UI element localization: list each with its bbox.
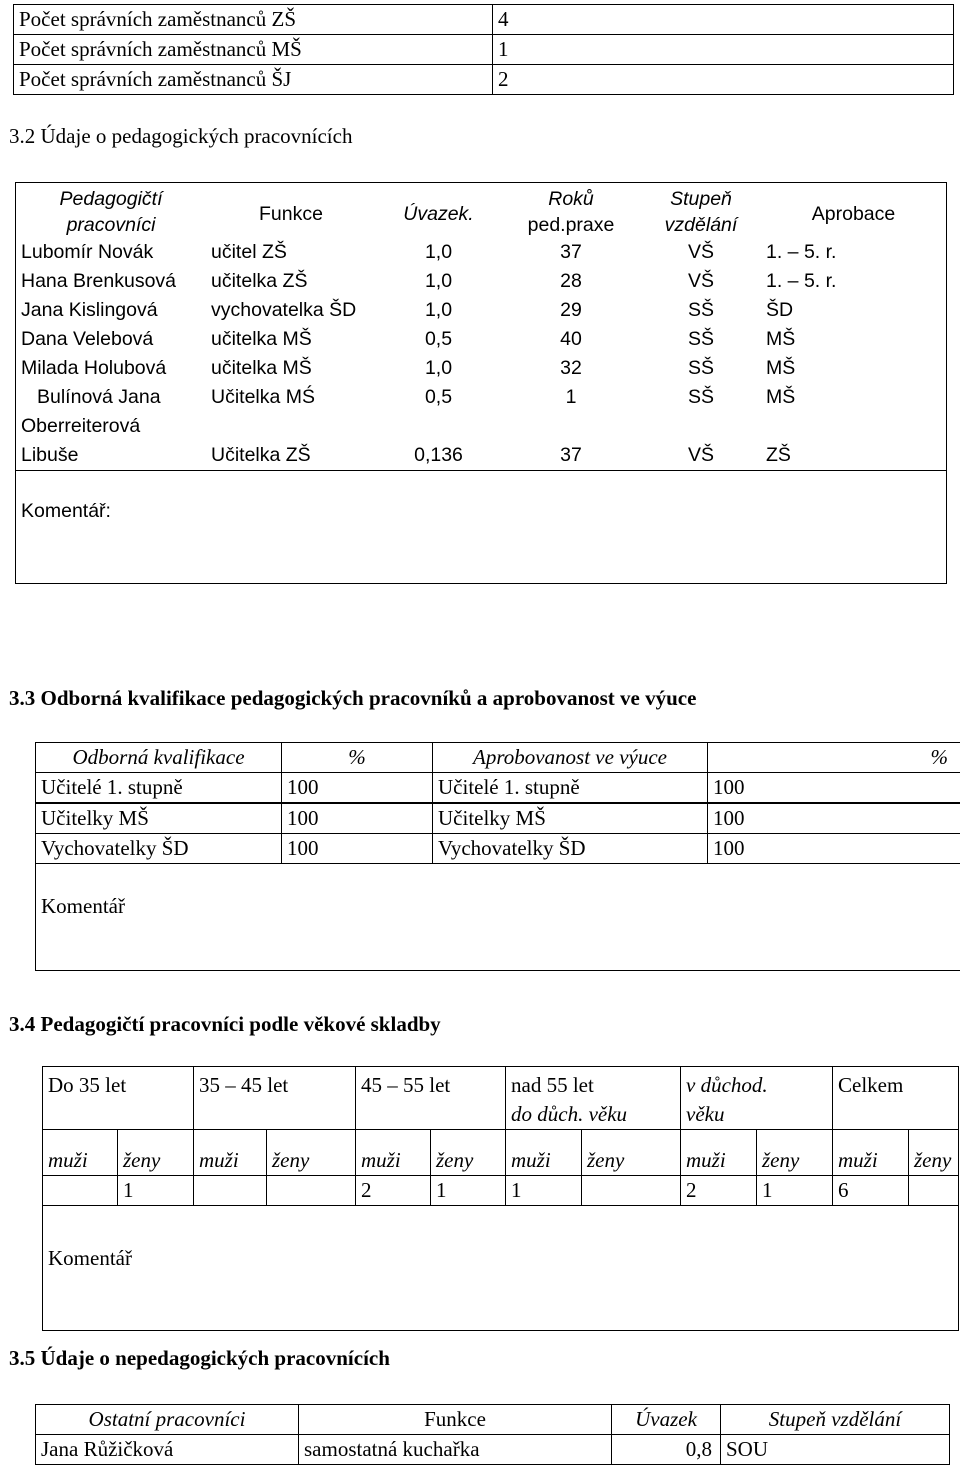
header-education: Stupeň vzdělání: [721, 1405, 950, 1435]
age-group: 35 – 45 let: [199, 1073, 288, 1097]
staff-education: SŠ: [641, 296, 761, 325]
gender-label: muži: [506, 1130, 582, 1176]
staff-function: učitel ZŠ: [206, 238, 376, 267]
staff-education: VŠ: [641, 238, 761, 267]
count-value: 2: [493, 65, 954, 95]
staff-education: SOU: [721, 1435, 950, 1465]
percent-cell: 100: [282, 804, 433, 834]
staff-function: učitelka ZŠ: [206, 267, 376, 296]
age-group: Do 35 let: [48, 1073, 126, 1097]
section-heading-3-4: 3.4 Pedagogičtí pracovníci podle věkové skladby: [9, 1012, 441, 1037]
staff-name: Dana Velebová: [16, 325, 207, 354]
age-group: v důchod. věku: [686, 1073, 768, 1126]
non-pedagogical-table: [35, 1404, 950, 1465]
table-row: [16, 238, 947, 267]
section-heading-3-3: 3.3 Odborná kvalifikace pedagogických pracovníků a aprobovanost ve výuce: [9, 686, 696, 711]
staff-load: 1,0: [376, 267, 501, 296]
comment: Komentář:: [16, 471, 947, 584]
gender-label: muži: [43, 1130, 118, 1176]
staff-name: Jana Kislingová: [16, 296, 207, 325]
table-row: [16, 354, 947, 383]
header-percent: %: [282, 743, 433, 773]
header-staff: Pedagogičtí pracovníci: [60, 188, 163, 236]
qualification-cell: Učitelé 1. stupně: [36, 773, 282, 803]
count-cell: 1: [118, 1176, 194, 1206]
age-group: nad 55 let do důch. věku: [511, 1073, 627, 1126]
count-cell: [43, 1176, 118, 1206]
count-cell: [194, 1176, 267, 1206]
age-group: Celkem: [838, 1073, 903, 1097]
top-counts-table: [13, 4, 954, 95]
comment-row: [43, 1206, 959, 1331]
pedagogical-staff-table: [15, 182, 947, 584]
count-value: 4: [493, 5, 954, 35]
table-row: [43, 1176, 959, 1206]
count-label: Počet správních zaměstnanců MŠ: [14, 35, 493, 65]
staff-years: 37: [501, 238, 641, 267]
staff-load: 1,0: [376, 238, 501, 267]
staff-approbation: 1. – 5. r.: [761, 238, 947, 267]
staff-education: SŠ: [641, 354, 761, 383]
gender-label: ženy: [431, 1130, 506, 1176]
staff-approbation: MŠ: [761, 354, 947, 383]
comment: Komentář: [43, 1206, 959, 1331]
gender-row: [43, 1130, 959, 1176]
approbation-cell: Vychovatelky ŠD: [433, 834, 708, 864]
qualification-cell: Vychovatelky ŠD: [36, 834, 282, 864]
table-row: [14, 65, 954, 95]
staff-name: Hana Brenkusová: [16, 267, 207, 296]
staff-function: učitelka MŠ: [206, 354, 376, 383]
table-header-row: [43, 1067, 959, 1130]
staff-years: 29: [501, 296, 641, 325]
comment-row: [36, 864, 960, 971]
header-other-staff: Ostatní pracovníci: [36, 1405, 299, 1435]
table-row: [36, 804, 960, 834]
gender-label: ženy: [267, 1130, 356, 1176]
header-qualification: Odborná kvalifikace: [36, 743, 282, 773]
staff-function: samostatná kuchařka: [299, 1435, 612, 1465]
header-approbation: Aprobovanost ve výuce: [433, 743, 708, 773]
staff-approbation: 1. – 5. r.: [761, 267, 947, 296]
header-percent: %: [708, 743, 960, 773]
staff-years: 1 37: [560, 386, 582, 466]
staff-education: SŠ VŠ: [688, 386, 714, 466]
staff-load: 0,5 0,136: [414, 386, 463, 466]
count-cell: 1: [431, 1176, 506, 1206]
percent-cell: 100: [708, 834, 960, 864]
staff-load: 0,5: [376, 325, 501, 354]
table-row: [14, 5, 954, 35]
percent-cell: 100: [708, 804, 960, 834]
staff-load: 1,0: [376, 296, 501, 325]
approbation-cell: Učitelé 1. stupně: [433, 773, 708, 803]
comment: Komentář: [36, 864, 960, 971]
table-row: [16, 325, 947, 354]
header-approbation: Aprobace: [761, 183, 947, 239]
header-education: Stupeň vzdělání: [665, 188, 738, 236]
staff-name: Lubomír Novák: [16, 238, 207, 267]
count-cell: [267, 1176, 356, 1206]
section-heading-3-2: 3.2 Údaje o pedagogických pracovnících: [9, 124, 352, 149]
header-load: Úvazek: [612, 1405, 721, 1435]
staff-education: VŠ: [641, 267, 761, 296]
header-function: Funkce: [299, 1405, 612, 1435]
count-value: 1: [493, 35, 954, 65]
comment-row: [16, 471, 947, 584]
count-cell: [909, 1176, 959, 1206]
count-cell: 1: [757, 1176, 833, 1206]
count-label: Počet správních zaměstnanců ZŠ: [14, 5, 493, 35]
age-group: 45 – 55 let: [361, 1073, 450, 1097]
age-structure-table: [42, 1066, 959, 1331]
percent-cell: 100: [282, 773, 433, 803]
table-row: [36, 773, 960, 803]
approbation-cell: Učitelky MŠ: [433, 804, 708, 834]
table-header-row: [36, 743, 960, 773]
staff-education: SŠ: [641, 325, 761, 354]
staff-load: 1,0: [376, 354, 501, 383]
table-row: [14, 35, 954, 65]
staff-name: Jana Růžičková: [36, 1435, 299, 1465]
table-row: [16, 267, 947, 296]
section-heading-3-5: 3.5 Údaje o nepedagogických pracovnících: [9, 1346, 390, 1371]
table-row: [36, 1435, 950, 1465]
staff-approbation: MŠ: [761, 325, 947, 354]
count-cell: 1: [506, 1176, 582, 1206]
staff-name: Bulínová Jana Oberreiterová Libuše: [21, 386, 161, 466]
staff-years: 32: [501, 354, 641, 383]
staff-approbation: ŠD: [761, 296, 947, 325]
staff-approbation: MŠ ZŠ: [766, 386, 795, 466]
count-cell: 6: [833, 1176, 909, 1206]
staff-load: 0,8: [612, 1435, 721, 1465]
gender-label: ženy: [757, 1130, 833, 1176]
staff-function: Učitelka MŚ Učitelka ZŠ: [211, 386, 315, 466]
table-row: [36, 834, 960, 864]
gender-label: muži: [194, 1130, 267, 1176]
gender-label: muži: [356, 1130, 431, 1176]
staff-function: vychovatelka ŠD: [206, 296, 376, 325]
table-header-row: [16, 183, 947, 239]
qualification-cell: Učitelky MŠ: [36, 804, 282, 834]
count-label: Počet správních zaměstnanců ŠJ: [14, 65, 493, 95]
header-load: Úvazek.: [376, 183, 501, 239]
table-row: [16, 383, 947, 471]
percent-cell: 100: [282, 834, 433, 864]
count-cell: [582, 1176, 681, 1206]
gender-label: muži: [681, 1130, 757, 1176]
staff-years: 40: [501, 325, 641, 354]
count-cell: 2: [681, 1176, 757, 1206]
count-cell: 2: [356, 1176, 431, 1206]
header-years: Roků ped.praxe: [528, 188, 615, 236]
gender-label: muži: [833, 1130, 909, 1176]
percent-cell: 100: [708, 773, 960, 803]
table-header-row: [36, 1405, 950, 1435]
gender-label: ženy: [582, 1130, 681, 1176]
qualification-table: [35, 742, 960, 971]
table-row: [16, 296, 947, 325]
gender-label: ženy: [909, 1130, 959, 1176]
staff-years: 28: [501, 267, 641, 296]
staff-name: Milada Holubová: [16, 354, 207, 383]
staff-function: učitelka MŠ: [206, 325, 376, 354]
header-function: Funkce: [206, 183, 376, 239]
gender-label: ženy: [118, 1130, 194, 1176]
